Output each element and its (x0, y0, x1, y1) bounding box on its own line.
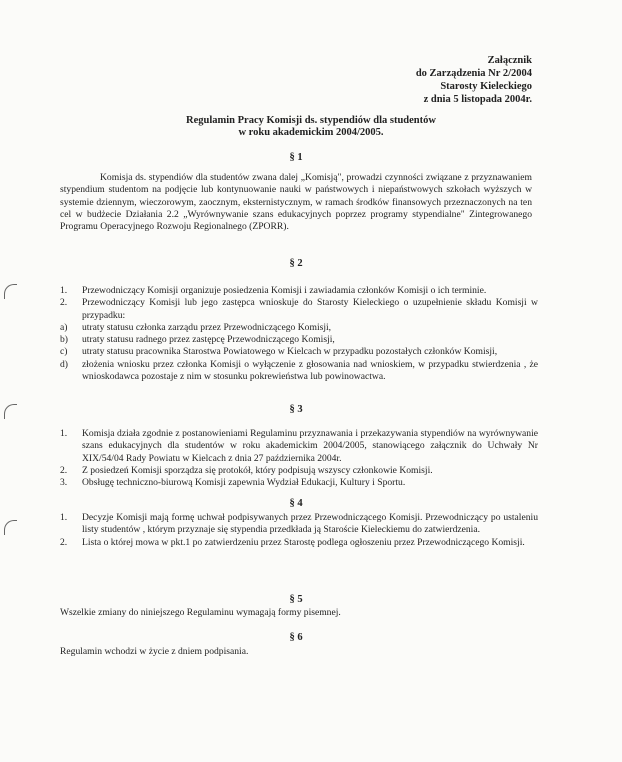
list-item-marker: 1. (60, 512, 68, 523)
list-item-marker: b) (60, 334, 68, 346)
list-item-text: złożenia wniosku przez członka Komisji o wyłączenie z głosowania nad wnioskiem, w przypadku stwierdzenia , że wnioskodawca pozostaje z nim w stosunku pokrewieństwa lub powinowactwa. (82, 358, 538, 383)
header-line-date: z dnia 5 listopada 2004r. (423, 94, 532, 105)
punch-hole-mark (4, 520, 17, 535)
header-line-starost: Starosty Kieleckiego (440, 81, 532, 92)
section-4-list (60, 512, 538, 549)
document-title (0, 115, 622, 139)
punch-hole-mark (4, 284, 17, 299)
list-item (60, 537, 538, 549)
list-item-marker: 2. (60, 297, 68, 309)
list-item-marker: 1. (60, 428, 68, 439)
section-2-list (60, 285, 538, 383)
document-header (416, 54, 532, 106)
section-1-heading: § 1 (289, 152, 303, 163)
section-4-heading: § 4 (289, 498, 303, 509)
section-1-paragraph: Komisja ds. stypendiów dla studentów zwana dalej „Komisją", prowadzi czynności związane z przyznawaniem stypendium studentom na podjęcie lub kontynuowanie nauki w państwowych i niepaństwowych szkołach wyższych w systemie dziennym, wieczorowym, zaocznym, eksternistycznym, w ramach środków finansowych przeznaczonych na ten cel w budżecie Działania 2.2 „Wyrównywanie szans edukacyjnych poprzez programy stypendialne" Zintegrowanego Programu Operacyjnego Rozwoju Regionalnego (ZPORR). (60, 172, 532, 233)
section-6-heading: § 6 (289, 632, 303, 643)
list-item-marker: a) (60, 321, 68, 333)
list-item-marker: c) (60, 346, 68, 358)
list-item-text: Z posiedzeń Komisji sporządza się protokół, który podpisują wszyscy członkowie Komisji. (82, 464, 433, 476)
list-item-text: Przewodniczący Komisji organizuje posiedzenia Komisji i zawiadamia członków Komisji o ich terminie. (82, 285, 487, 296)
header-line-attachment: Załącznik (487, 55, 532, 66)
list-item-marker: 2. (60, 464, 68, 476)
section-5-heading: § 5 (289, 594, 303, 605)
list-item-marker: d) (60, 358, 68, 370)
list-item-marker: 3. (60, 477, 68, 489)
list-item (60, 297, 538, 322)
list-item (60, 285, 538, 297)
list-item (60, 322, 538, 334)
list-item (60, 359, 538, 384)
list-item-text: Decyzje Komisji mają formę uchwał podpisywanych przez Przewodniczącego Komisji. Przewodniczący po ustaleniu listy studentów , którym przyznaje się stypendia przedkłada ją Staroście Kieleckiemu do zatwierdzenia. (82, 512, 538, 536)
list-item (60, 346, 538, 358)
section-5-paragraph: Wszelkie zmiany do niniejszego Regulaminu wymagają formy pisemnej. (60, 607, 341, 618)
list-item-text: utraty statusu pracownika Starostwa Powiatowego w Kielcach w przypadku pozostałych członków Komisji, (82, 346, 498, 358)
title-line-2: w roku akademickim 2004/2005. (238, 127, 384, 138)
title-line-1: Regulamin Pracy Komisji ds. stypendiów dla studentów (186, 115, 436, 126)
list-item-text: utraty statusu członka zarządu przez Przewodniczącego Komisji, (82, 321, 332, 333)
section-3-list (60, 428, 538, 489)
list-item-text: Przewodniczący Komisji lub jego zastępca wnioskuje do Starosty Kieleckiego o uzupełnienie składu Komisji w przypadku: (82, 297, 538, 321)
section-6-paragraph: Regulamin wchodzi w życie z dniem podpisania. (60, 646, 249, 657)
list-item (60, 512, 538, 537)
header-line-decree: do Zarządzenia Nr 2/2004 (415, 68, 532, 79)
list-item-text: utraty statusu radnego przez zastępcę Przewodniczącego Komisji, (82, 334, 335, 346)
list-item (60, 334, 538, 346)
list-item (60, 477, 538, 489)
list-item-marker: 1. (60, 285, 68, 296)
list-item (60, 465, 538, 477)
section-3-heading: § 3 (289, 404, 303, 415)
list-item-marker: 2. (60, 536, 68, 548)
section-2-heading: § 2 (289, 258, 303, 269)
list-item-text: Lista o której mowa w pkt.1 po zatwierdzeniu przez Starostę podlega ogłoszeniu przez Przewodniczącego Komisji. (82, 536, 525, 548)
list-item-text: Obsługę techniczno-biurową Komisji zapewnia Wydział Edukacji, Kultury i Sportu. (82, 477, 406, 489)
list-item-text: Komisja działa zgodnie z postanowieniami Regulaminu przyznawania i przekazywania stypendiów na wyrównywanie szans edukacyjnych dla studentów w roku akademickim 2004/2005, stanowiącego załącznik do Uchwały Nr XIX/54/04 Rady Powiatu w Kielcach z dnia 27 października 2004r. (82, 428, 538, 464)
list-item (60, 428, 538, 465)
